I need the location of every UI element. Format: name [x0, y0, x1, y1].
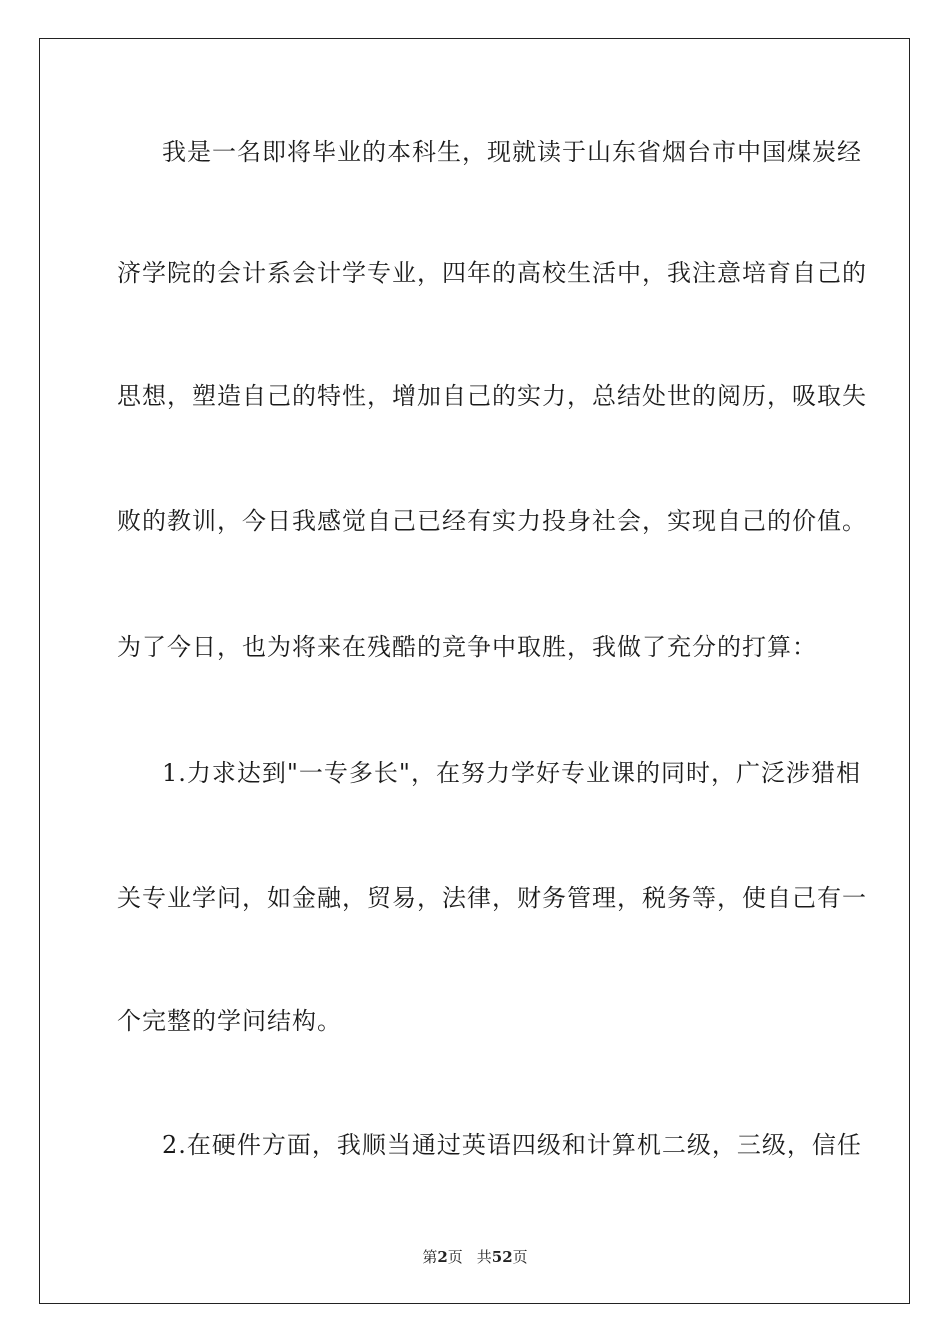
page-frame: [39, 38, 910, 1304]
total-prefix: 共: [476, 1248, 492, 1266]
text-line-7: 关专业学问，如金融，贸易，法律，财务管理，税务等，使自己有一: [117, 884, 867, 912]
text-line-8: 个完整的学问结构。: [117, 1007, 342, 1035]
total-suffix: 页: [512, 1248, 528, 1266]
text-line-6: 1.力求达到"一专多长"，在努力学好专业课的同时，广泛涉猎相: [162, 759, 861, 787]
text-line-9: 2.在硬件方面，我顺当通过英语四级和计算机二级，三级，信任: [162, 1131, 862, 1159]
page-prefix: 第: [422, 1248, 438, 1266]
page-number: 2: [437, 1248, 448, 1266]
text-line-5: 为了今日，也为将来在残酷的竞争中取胜，我做了充分的打算：: [117, 633, 817, 661]
page-footer: [0, 1247, 950, 1267]
page-suffix: 页: [447, 1248, 463, 1266]
total-pages: 52: [491, 1248, 513, 1266]
text-line-1: 我是一名即将毕业的本科生，现就读于山东省烟台市中国煤炭经: [162, 138, 862, 166]
text-line-3: 思想，塑造自己的特性，增加自己的实力，总结处世的阅历，吸取失: [117, 382, 867, 410]
text-line-4: 败的教训，今日我感觉自己已经有实力投身社会，实现自己的价值。: [117, 507, 867, 535]
text-line-2: 济学院的会计系会计学专业，四年的高校生活中，我注意培育自己的: [117, 259, 867, 287]
